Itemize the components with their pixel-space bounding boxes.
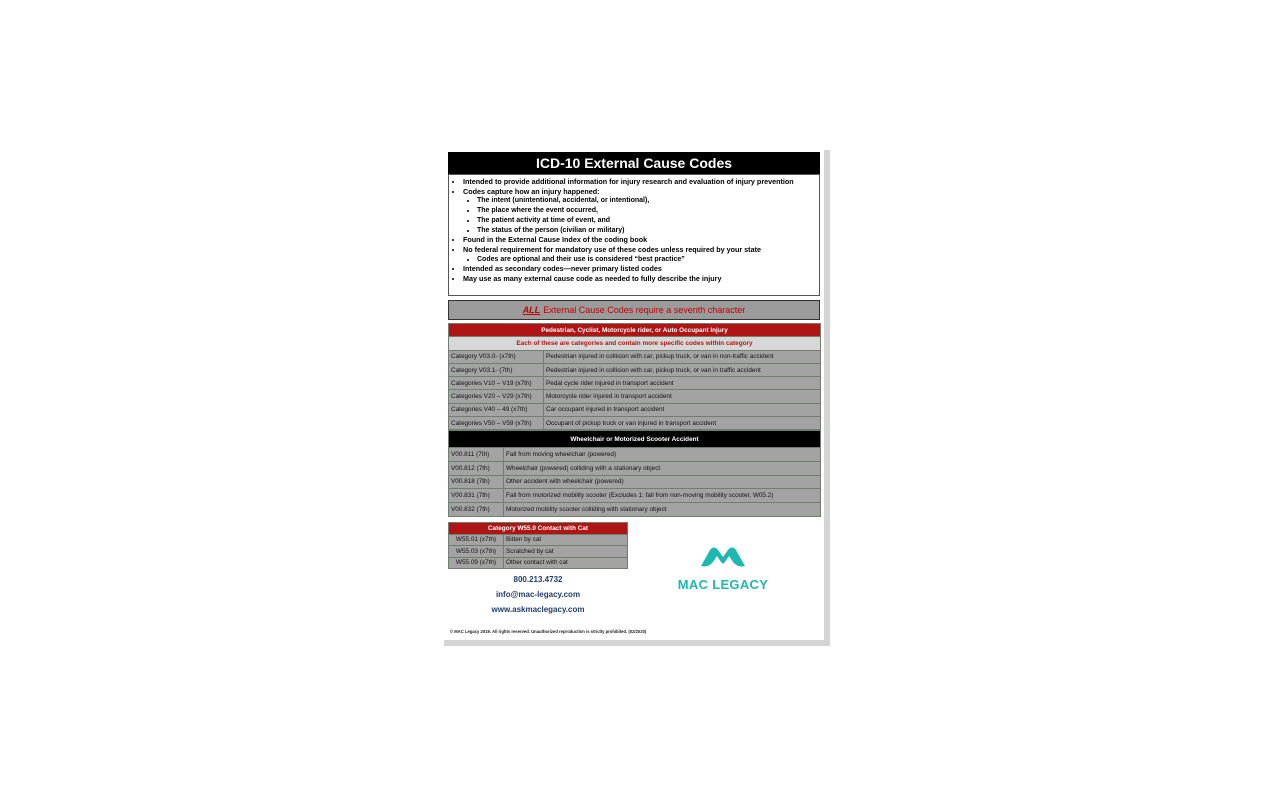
sub-bullet-item: • The intent (unintentional, accidental, or intentional), (477, 196, 815, 206)
desc-cell: Other contact with cat (504, 557, 628, 569)
code-cell: W55.01 (x7th) (449, 534, 504, 546)
desc-cell: Motorcycle rider injured in transport accident (544, 390, 821, 403)
website-url: www.askmaclegacy.com (491, 605, 585, 614)
code-cell: Categories V10 – V19 (x7th) (449, 377, 544, 390)
desc-cell: Pedal cycle rider injured in transport accident (544, 377, 821, 390)
table-header: Wheelchair or Motorized Scooter Accident (449, 431, 821, 448)
desc-cell: Wheelchair (powered) colliding with a stationary object (504, 461, 821, 475)
desc-cell: Occupant of pickup truck or van injured in transport accident (544, 417, 821, 430)
phone-number: 800.213.4732 (513, 575, 563, 584)
mac-legacy-logo-icon (698, 544, 748, 570)
table-row (449, 503, 821, 517)
desc-cell: Bitten by cat (504, 534, 628, 546)
table-header: Category W55.0 Contact with Cat (449, 523, 628, 535)
table-row (449, 546, 628, 558)
desc-cell: Fall from moving wheelchair (powered) (504, 448, 821, 462)
desc-cell: Fall from motorized mobility scooter (Excludes 1: fall from non-moving mobility scooter, W05.2) (504, 489, 821, 503)
desc-cell: Car occupant injured in transport accident (544, 403, 821, 416)
code-cell: Category V03.0- (x7th) (449, 350, 544, 363)
info-bullets (448, 174, 820, 296)
code-cell: V00.818 (7th) (449, 475, 504, 489)
table-row (449, 489, 821, 503)
cat-contact-table (448, 522, 628, 569)
code-cell: W55.09 (x7th) (449, 557, 504, 569)
all-emphasis: ALL (522, 305, 541, 315)
desc-cell: Pedestrian injured in collision with car, pickup truck, or van in non-traffic accident (544, 350, 821, 363)
copyright-footer: © MAC Legacy 2019. All rights reserved. Unauthorized reproduction is strictly prohibited. (02/2020) (450, 629, 647, 634)
bullet-item: • Intended to provide additional information for injury research and evaluation of injury prevention (463, 177, 815, 187)
desc-cell: Other accident with wheelchair (powered) (504, 475, 821, 489)
table-row (449, 390, 821, 403)
code-cell: V00.811 (7th) (449, 448, 504, 462)
table-subheader: Each of these are categories and contain more specific codes within category (449, 337, 821, 350)
email-address: info@mac-legacy.com (495, 590, 581, 599)
bullet-item: • May use as many external cause code as needed to fully describe the injury (463, 274, 815, 284)
code-cell: Categories V40 – 49 (x7th) (449, 403, 544, 416)
code-cell: Category V03.1- (7th) (449, 363, 544, 376)
desc-cell: Pedestrian injured in collision with car, pickup truck, or van in traffic accident (544, 363, 821, 376)
table-row (449, 534, 628, 546)
table-row (449, 377, 821, 390)
banner-text: External Cause Codes require a seventh character (543, 305, 746, 315)
seventh-character-banner (448, 300, 820, 320)
code-cell: W55.03 (x7th) (449, 546, 504, 558)
table-row (449, 448, 821, 462)
desc-cell: Scratched by cat (504, 546, 628, 558)
bullet-item: • Intended as secondary codes—never primary listed codes (463, 264, 815, 274)
table-row (449, 363, 821, 376)
page-title: ICD-10 External Cause Codes (448, 152, 820, 174)
sub-bullet-item: • The place where the event occurred, (477, 206, 815, 216)
table-row (449, 403, 821, 416)
code-cell: Categories V50 – V59 (x7th) (449, 417, 544, 430)
wheelchair-scooter-table (448, 430, 821, 517)
code-cell: Categories V20 – V29 (x7th) (449, 390, 544, 403)
code-cell: V00.831 (7th) (449, 489, 504, 503)
sub-bullet-item: • The patient activity at time of event, and (477, 216, 815, 226)
transport-injury-table (448, 323, 821, 430)
code-cell: V00.812 (7th) (449, 461, 504, 475)
table-row (449, 557, 628, 569)
table-header: Pedestrian, Cyclist, Motorcycle rider, or Auto Occupant Injury (449, 324, 821, 337)
table-row (449, 461, 821, 475)
table-row (449, 350, 821, 363)
reference-sheet (444, 150, 830, 646)
bullet-item: • No federal requirement for mandatory use of these codes unless required by your state (463, 245, 815, 255)
bullet-item: • Codes capture how an injury happened: (463, 187, 815, 197)
table-row (449, 417, 821, 430)
code-cell: V00.832 (7th) (449, 503, 504, 517)
logo-wordmark: MAC LEGACY (677, 577, 769, 592)
table-row (449, 475, 821, 489)
bullet-item: • Found in the External Cause Index of the coding book (463, 235, 815, 245)
sub-bullet-item: • The status of the person (civilian or military) (477, 226, 815, 236)
sub-bullet-item: • Codes are optional and their use is considered “best practice” (477, 255, 815, 265)
desc-cell: Motorized mobility scooter colliding with stationary object (504, 503, 821, 517)
